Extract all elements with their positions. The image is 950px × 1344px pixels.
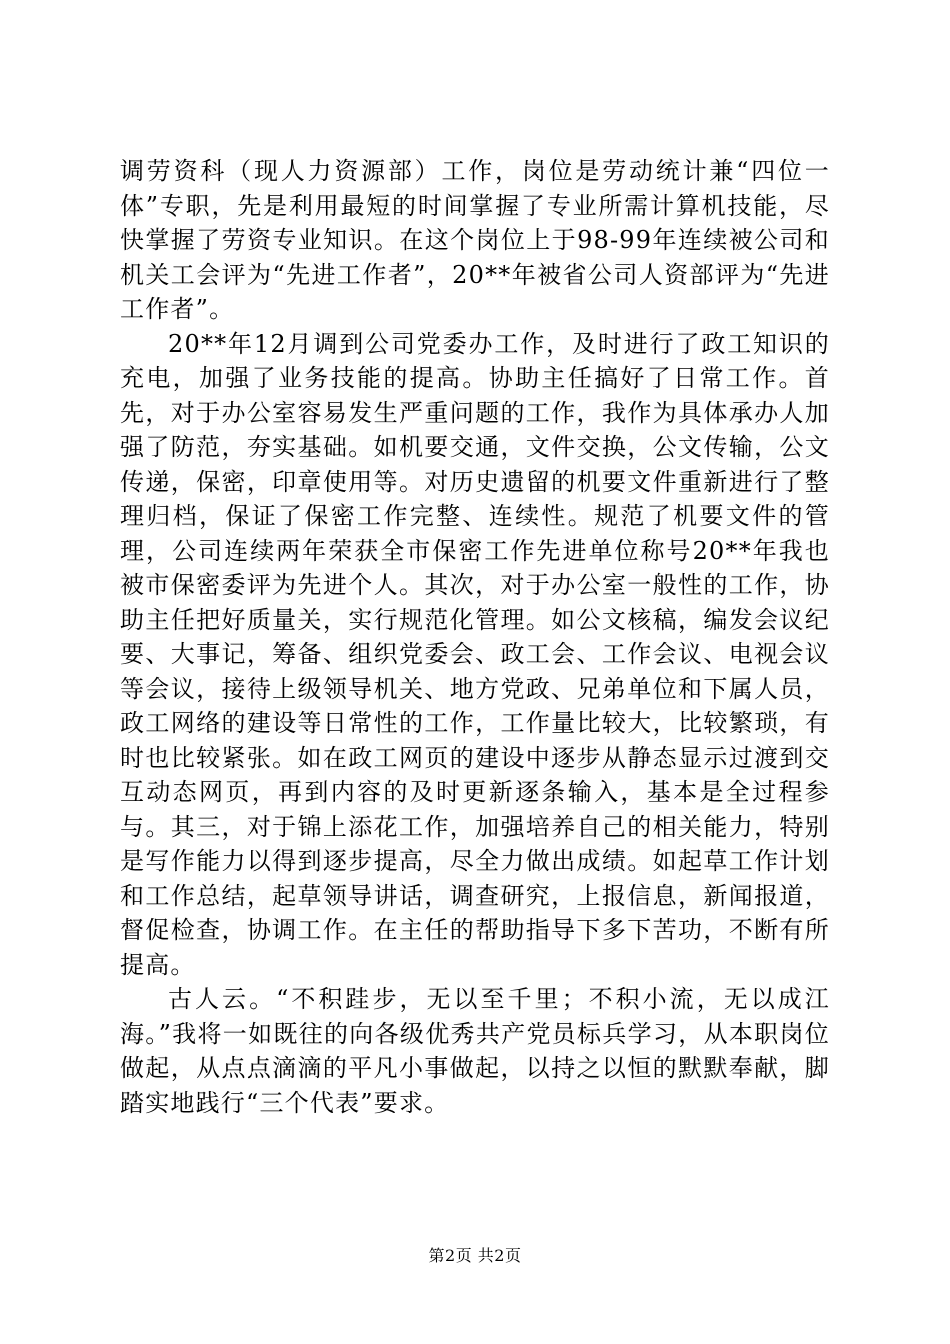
page-number-footer: 第2页 共2页 <box>428 1246 522 1265</box>
paragraph-labor-department: 调劳资科（现人力资源部）工作，岗位是劳动统计兼“四位一体”专职，先是利用最短的时间掌握了专业所需计算机技能，尽快掌握了劳资专业知识。在这个岗位上于98-99年连续被公司和机关工会评为“先进工作者”，20**年被省公司人资部评为“先进工作者”。 <box>120 157 830 323</box>
paragraph-party-office: 20**年12月调到公司党委办工作，及时进行了政工知识的充电，加强了业务技能的提高。协助主任搞好了日常工作。首先，对于办公室容易发生严重问题的工作，我作为具体承办人加强了防范，夯实基础。如机要交通，文件交换，公文传输，公文传递，保密，印章使用等。对历史遗留的机要文件重新进行了整理归档，保证了保密工作完整、连续性。规范了机要文件的管理，公司连续两年荣获全市保密工作先进单位称号20**年我也被市保密委评为先进个人。其次，对于办公室一般性的工作，协助主任把好质量关，实行规范化管理。如公文核稿，编发会议纪要、大事记，筹备、组织党委会、政工会、工作会议、电视会议等会议，接待上级领导机关、地方党政、兄弟单位和下属人员，政工网络的建设等日常性的工作，工作量比较大，比较繁琐，有时也比较紧张。如在政工网页的建设中逐步从静态显示过渡到交互动态网页，再到内容的及时更新逐条输入，基本是全过程参与。其三，对于锦上添花工作，加强培养自己的相关能力，特别是写作能力以得到逐步提高，尽全力做出成绩。如起草工作计划和工作总结，起草领导讲话，调查研究，上报信息，新闻报道，督促检查，协调工作。在主任的帮助指导下多下苦功，不断有所提高。 <box>120 329 830 979</box>
document-body <box>120 154 830 1120</box>
paragraph-conclusion: 古人云。“不积跬步，无以至千里；不积小流，无以成江海。”我将一如既往的向各级优秀共产党员标兵学习，从本职岗位做起，从点点滴滴的平凡小事做起，以持之以恒的默默奉献，脚踏实地践行“三个代表”要求。 <box>120 985 830 1117</box>
